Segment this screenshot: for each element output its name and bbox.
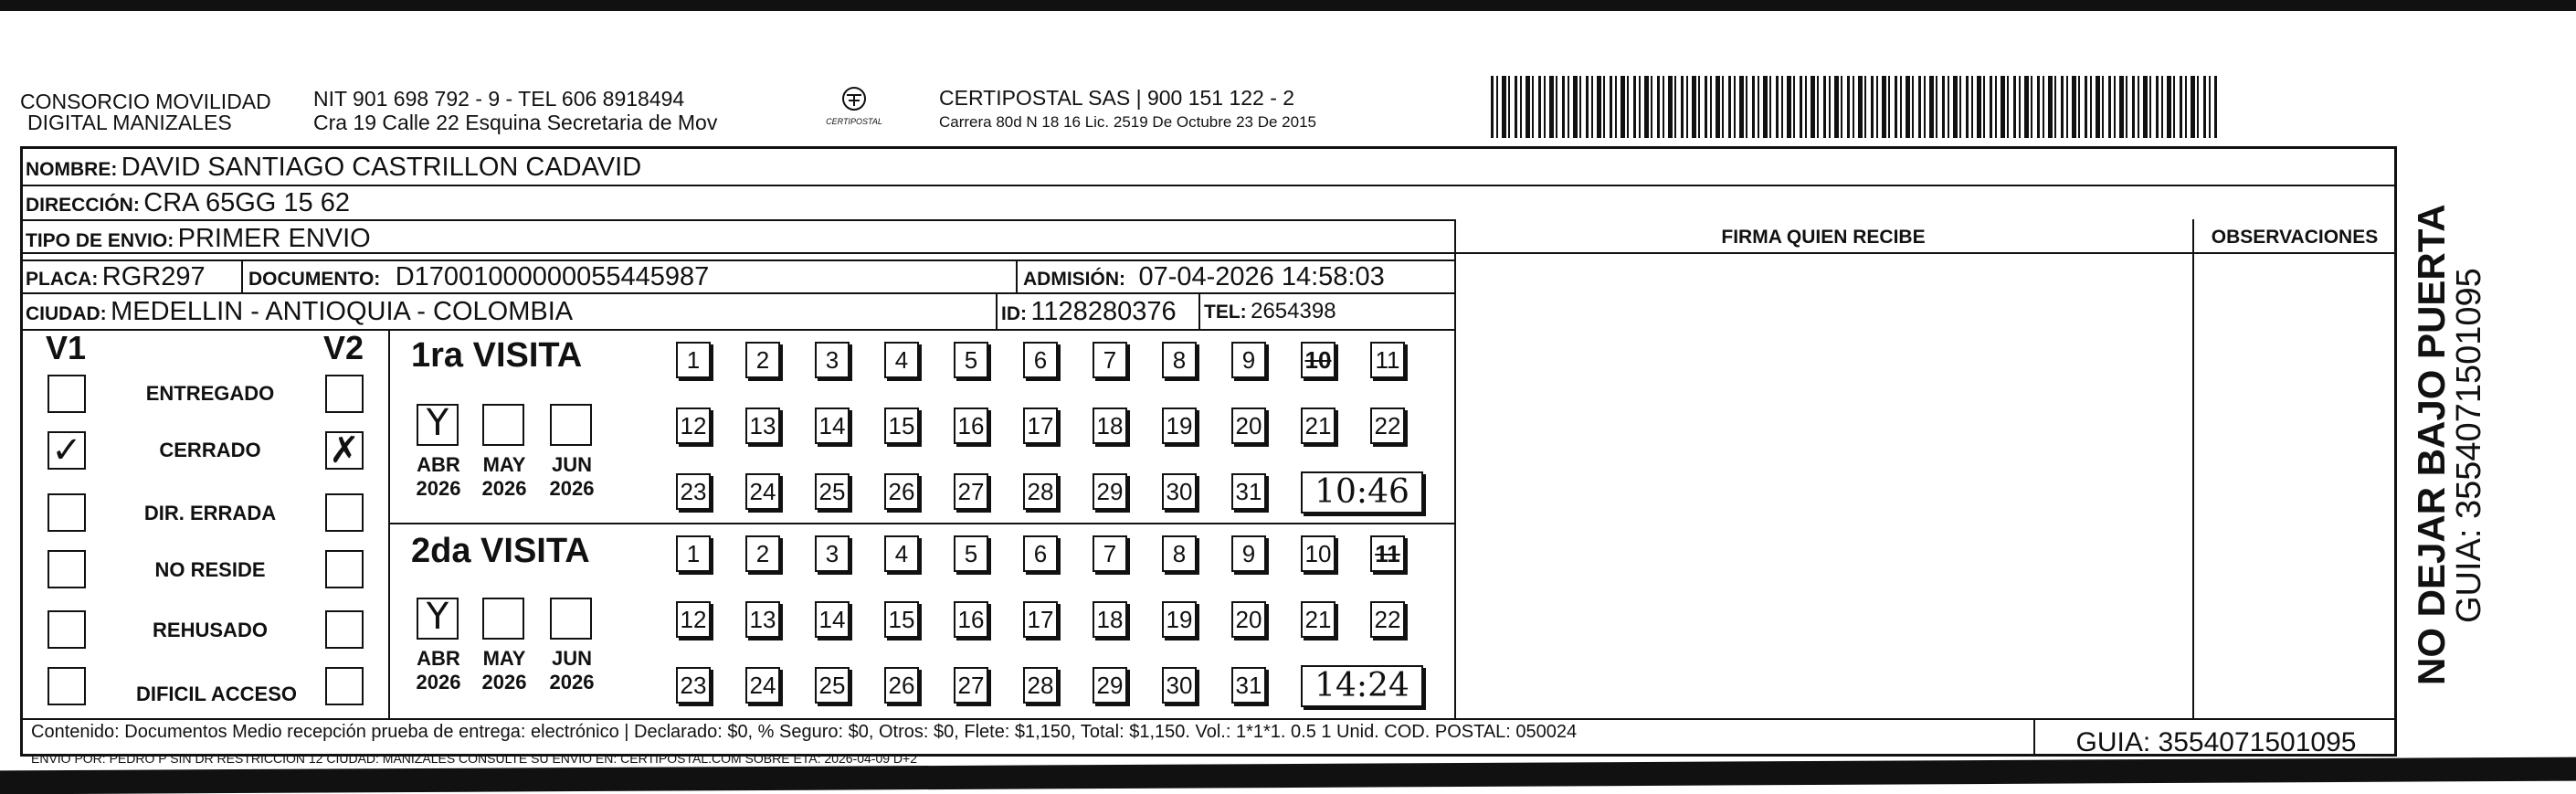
month-year: 2026: [481, 671, 527, 693]
month-year: 2026: [416, 477, 461, 500]
carrier-name: CERTIPOSTAL SAS | 900 151 122 - 2: [939, 86, 1295, 110]
month-name: JUN: [551, 647, 592, 670]
day-box[interactable]: 17: [1023, 601, 1058, 638]
day-box[interactable]: 28: [1023, 473, 1058, 510]
status-label-rehusado: REHUSADO: [153, 619, 268, 641]
status-label-cerrado: CERRADO: [159, 439, 261, 461]
documento-field: [248, 261, 709, 297]
nombre-label: NOMBRE:: [26, 159, 118, 180]
day-box[interactable]: 23: [676, 667, 711, 704]
day-box[interactable]: 21: [1301, 408, 1336, 444]
vertical-guia-text: GUIA: 3554071501095: [2450, 268, 2488, 623]
ciudad-value: MEDELLIN - ANTIOQUIA - COLOMBIA: [111, 297, 574, 326]
status-label-no-reside: NO RESIDE: [154, 558, 266, 581]
day-box[interactable]: 5: [954, 342, 988, 378]
day-box[interactable]: 11: [1370, 342, 1405, 378]
month-year: 2026: [549, 671, 595, 693]
day-box[interactable]: 7: [1093, 342, 1127, 378]
day-box[interactable]: 28: [1023, 667, 1058, 704]
visit-title: 1ra VISITA: [411, 336, 583, 375]
logo-text: CERTIPOSTAL: [826, 117, 882, 126]
tracking-info: ENVIO POR: PEDRO P SIN DR RESTRICCION 12 CIUDAD: MANIZALES CONSULTE SU ENVIO EN: CERTIPOSTAL.COM SOBRE ETA: 2026-04-09 D+2: [31, 751, 917, 766]
day-box[interactable]: 14: [815, 601, 850, 638]
v1-dificil-acceso-checkbox[interactable]: [48, 667, 86, 705]
day-box[interactable]: 8: [1162, 342, 1197, 378]
month-checkbox[interactable]: Y: [417, 598, 459, 640]
contents-description: Contenido: Documentos Medio recepción prueba de entrega: electrónico | Declarado: $0, % Seguro: $0, Otros: $0, Flete: $1,150, Total: $1,150. Vol.: 1*1*1. 0.5 1 Unid. COD. POSTAL: 050024: [31, 722, 1578, 742]
day-box[interactable]: 13: [745, 408, 780, 444]
barcode: [1491, 76, 2217, 138]
divider: [20, 252, 2397, 254]
day-box[interactable]: 13: [745, 601, 780, 638]
documento-label: DOCUMENTO:: [248, 269, 381, 290]
admision-field: [1023, 261, 1385, 297]
day-box[interactable]: 20: [1231, 601, 1266, 638]
direccion-label: DIRECCIÓN:: [26, 195, 140, 216]
day-box[interactable]: 31: [1231, 667, 1266, 704]
day-box[interactable]: 12: [676, 601, 711, 638]
day-box[interactable]: 18: [1093, 601, 1127, 638]
month-year: 2026: [481, 477, 527, 500]
month-label: [411, 647, 466, 694]
placa-label: PLACA:: [26, 269, 99, 290]
day-box[interactable]: 23: [676, 473, 711, 510]
day-box[interactable]: 29: [1093, 473, 1127, 510]
carrier-address: Carrera 80d N 18 16 Lic. 2519 De Octubre 23 De 2015: [939, 113, 1316, 131]
guia-number-box: GUIA: 3554071501095: [2075, 727, 2357, 757]
ciudad-label: CIUDAD:: [26, 303, 107, 324]
id-value: 1128280376: [1030, 297, 1177, 326]
v2-no-reside-checkbox[interactable]: [325, 550, 364, 588]
v1-entregado-checkbox[interactable]: [48, 375, 86, 413]
month-checkbox[interactable]: [550, 598, 592, 640]
day-box[interactable]: 14: [815, 408, 850, 444]
day-box[interactable]: 31: [1231, 473, 1266, 510]
day-box[interactable]: 25: [815, 667, 850, 704]
day-box[interactable]: 24: [745, 667, 780, 704]
day-box[interactable]: 6: [1023, 535, 1058, 572]
day-box[interactable]: 21: [1301, 601, 1336, 638]
v2-dificil-acceso-checkbox[interactable]: [325, 667, 364, 705]
v1-cerrado-checkbox[interactable]: ✓: [48, 431, 86, 470]
day-box[interactable]: 3: [815, 535, 850, 572]
day-box[interactable]: 16: [954, 408, 988, 444]
divider: [1198, 292, 1200, 329]
certipostal-logo: [822, 82, 886, 133]
month-label: [411, 453, 466, 501]
top-border-bar: [0, 0, 2576, 11]
divider: [388, 329, 390, 718]
day-box[interactable]: 15: [884, 408, 919, 444]
day-box[interactable]: 26: [884, 667, 919, 704]
day-box[interactable]: 1: [676, 535, 711, 572]
month-checkbox[interactable]: [550, 404, 592, 446]
status-label-entregado: ENTREGADO: [145, 382, 275, 405]
month-label: [477, 647, 532, 694]
day-box[interactable]: 29: [1093, 667, 1127, 704]
day-box[interactable]: 7: [1093, 535, 1127, 572]
visit-time-box[interactable]: 10:46: [1301, 471, 1423, 513]
day-box[interactable]: 22: [1370, 601, 1405, 638]
divider: [996, 292, 998, 329]
v1-dir-errada-checkbox[interactable]: [48, 493, 86, 532]
v2-entregado-checkbox[interactable]: [325, 375, 364, 413]
divider: [241, 259, 243, 294]
v1-rehusado-checkbox[interactable]: [48, 610, 86, 649]
day-box[interactable]: 30: [1162, 473, 1197, 510]
day-box[interactable]: 26: [884, 473, 919, 510]
v2-cerrado-checkbox[interactable]: ✗: [325, 431, 364, 470]
v1-no-reside-checkbox[interactable]: [48, 550, 86, 588]
day-box[interactable]: 5: [954, 535, 988, 572]
day-box[interactable]: 11: [1370, 535, 1405, 572]
nombre-value: DAVID SANTIAGO CASTRILLON CADAVID: [121, 153, 642, 182]
day-box[interactable]: 10: [1301, 342, 1336, 378]
tel-value: 2654398: [1251, 299, 1336, 323]
day-box[interactable]: 3: [815, 342, 850, 378]
nombre-row: [26, 152, 641, 187]
month-label: [477, 453, 532, 501]
company-name-line1: CONSORCIO MOVILIDAD: [20, 90, 271, 113]
admision-value: 07-04-2026 14:58:03: [1138, 262, 1385, 291]
direccion-row: [26, 187, 350, 223]
day-box[interactable]: 2: [745, 342, 780, 378]
day-box[interactable]: 9: [1231, 342, 1266, 378]
tipo-envio-row: [26, 223, 371, 259]
day-box[interactable]: 12: [676, 408, 711, 444]
day-box[interactable]: 22: [1370, 408, 1405, 444]
day-box[interactable]: 24: [745, 473, 780, 510]
tel-field: [1204, 296, 1336, 330]
v2-rehusado-checkbox[interactable]: [325, 610, 364, 649]
documento-value: D17001000000055445987: [395, 262, 710, 291]
month-name: JUN: [551, 453, 592, 476]
month-checkbox[interactable]: [482, 404, 524, 446]
divider: [388, 523, 1454, 524]
divider: [20, 718, 2397, 720]
observations-area[interactable]: [2198, 259, 2391, 713]
company-address: Cra 19 Calle 22 Esquina Secretaria de Mov: [313, 111, 718, 134]
observaciones-column-header: OBSERVACIONES: [2211, 227, 2379, 248]
month-name: MAY: [482, 647, 526, 670]
v2-label: V2: [323, 329, 364, 366]
day-box[interactable]: 20: [1231, 408, 1266, 444]
day-box[interactable]: 27: [954, 667, 988, 704]
day-box[interactable]: 17: [1023, 408, 1058, 444]
company-name-line2: DIGITAL MANIZALES: [27, 111, 232, 134]
day-box[interactable]: 15: [884, 601, 919, 638]
day-box[interactable]: 16: [954, 601, 988, 638]
tipo-envio-label: TIPO DE ENVIO:: [26, 230, 174, 251]
day-box[interactable]: 18: [1093, 408, 1127, 444]
v2-dir-errada-checkbox[interactable]: [325, 493, 364, 532]
divider: [2192, 219, 2194, 718]
status-label-dificil-acceso: DIFICIL ACCESO: [135, 683, 297, 705]
firma-column-header: FIRMA QUIEN RECIBE: [1721, 227, 1926, 248]
month-year: 2026: [416, 671, 461, 693]
direccion-value: CRA 65GG 15 62: [143, 188, 350, 217]
admision-label: ADMISIÓN:: [1023, 269, 1125, 290]
visit-title: 2da VISITA: [411, 532, 590, 570]
day-box[interactable]: 19: [1162, 601, 1197, 638]
divider: [1016, 259, 1018, 294]
day-box[interactable]: 2: [745, 535, 780, 572]
month-year: 2026: [549, 477, 595, 500]
placa-field: [26, 261, 206, 297]
month-checkbox[interactable]: [482, 598, 524, 640]
day-box[interactable]: 19: [1162, 408, 1197, 444]
day-box[interactable]: 25: [815, 473, 850, 510]
company-nit: NIT 901 698 792 - 9 - TEL 606 8918494: [313, 87, 685, 111]
day-box[interactable]: 4: [884, 535, 919, 572]
placa-value: RGR297: [101, 262, 206, 291]
id-label: ID:: [1001, 303, 1027, 324]
month-label: [544, 453, 599, 501]
visit-time-box[interactable]: 14:24: [1301, 665, 1423, 707]
id-field: [1001, 296, 1177, 332]
divider: [1454, 219, 1456, 718]
day-box[interactable]: 30: [1162, 667, 1197, 704]
day-box[interactable]: 8: [1162, 535, 1197, 572]
v1-label: V1: [46, 329, 87, 366]
day-box[interactable]: 4: [884, 342, 919, 378]
day-box[interactable]: 10: [1301, 535, 1336, 572]
tipo-envio-value: PRIMER ENVIO: [177, 224, 371, 253]
day-box[interactable]: 27: [954, 473, 988, 510]
day-box[interactable]: 6: [1023, 342, 1058, 378]
tel-label: TEL:: [1204, 302, 1247, 323]
day-box[interactable]: 1: [676, 342, 711, 378]
month-name: ABR: [417, 647, 460, 670]
month-name: MAY: [482, 453, 526, 476]
month-name: ABR: [417, 453, 460, 476]
month-checkbox[interactable]: Y: [417, 404, 459, 446]
no-dejar-bajo-puerta-text: NO DEJAR BAJO PUERTA: [2410, 204, 2453, 685]
signature-area[interactable]: [1462, 259, 2183, 713]
day-box[interactable]: 9: [1231, 535, 1266, 572]
ciudad-field: [26, 296, 573, 332]
month-label: [544, 647, 599, 694]
status-label-dir-errada: DIR. ERRADA: [143, 502, 277, 524]
